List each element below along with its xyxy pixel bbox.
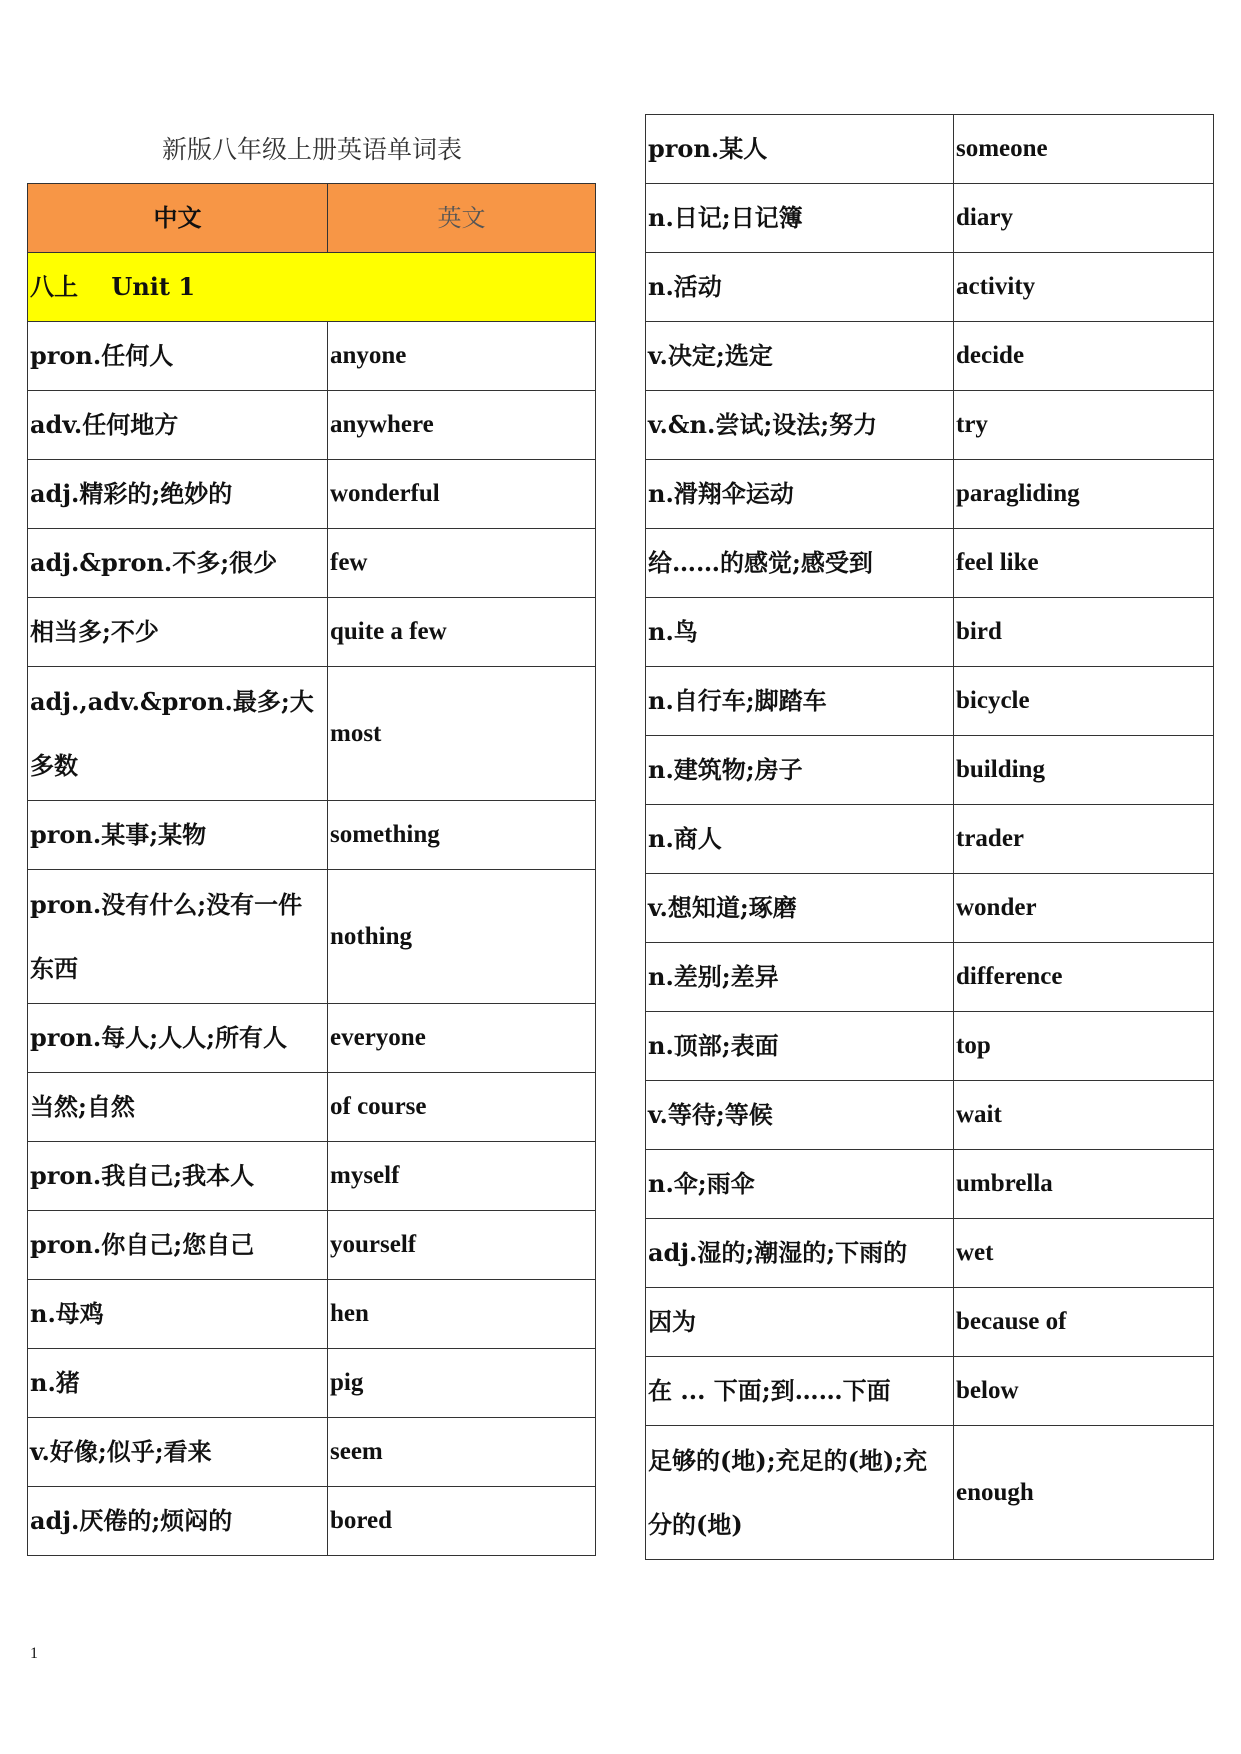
chinese-meaning: pron.任何人 — [28, 322, 328, 391]
chinese-meaning: n.日记;日记簿 — [646, 184, 954, 253]
chinese-meaning: pron.某事;某物 — [28, 801, 328, 870]
chinese-meaning: adj.湿的;潮湿的;下雨的 — [646, 1219, 954, 1288]
chinese-meaning: 当然;自然 — [28, 1073, 328, 1142]
chinese-meaning: n.鸟 — [646, 598, 954, 667]
document-title: 新版八年级上册英语单词表 — [161, 135, 462, 164]
chinese-meaning: v.想知道;琢磨 — [646, 874, 954, 943]
table-row — [28, 1280, 596, 1349]
english-word: wonderful — [328, 460, 596, 529]
table-row — [646, 736, 1214, 805]
table-row — [646, 943, 1214, 1012]
table-row — [646, 1081, 1214, 1150]
chinese-meaning: 相当多;不少 — [28, 598, 328, 667]
chinese-meaning: adj.&pron.不多;很少 — [28, 529, 328, 598]
table-row — [28, 1487, 596, 1556]
table-row — [28, 529, 596, 598]
english-word: anyone — [328, 322, 596, 391]
english-word: nothing — [328, 870, 596, 1004]
chinese-meaning: pron.没有什么;没有一件东西 — [28, 870, 328, 1004]
table-row — [28, 1004, 596, 1073]
chinese-meaning: v.&n.尝试;设法;努力 — [646, 391, 954, 460]
chinese-meaning: n.滑翔伞运动 — [646, 460, 954, 529]
english-word: myself — [328, 1142, 596, 1211]
table-row — [646, 1150, 1214, 1219]
table-row — [28, 391, 596, 460]
chinese-meaning: 足够的(地);充足的(地);充分的(地) — [646, 1426, 954, 1560]
table-row — [646, 1288, 1214, 1357]
table-row — [28, 1073, 596, 1142]
table-row — [28, 460, 596, 529]
table-row — [28, 1142, 596, 1211]
english-word: activity — [954, 253, 1214, 322]
table-row — [646, 115, 1214, 184]
english-word: difference — [954, 943, 1214, 1012]
english-word: anywhere — [328, 391, 596, 460]
english-word: feel like — [954, 529, 1214, 598]
table-row — [646, 874, 1214, 943]
table-row — [28, 1211, 596, 1280]
chinese-meaning: pron.你自己;您自己 — [28, 1211, 328, 1280]
table-row — [646, 1357, 1214, 1426]
english-word: pig — [328, 1349, 596, 1418]
table-row — [646, 322, 1214, 391]
header-english: 英文 — [328, 184, 596, 253]
page-number: 1 — [30, 1645, 38, 1662]
chinese-meaning: pron.每人;人人;所有人 — [28, 1004, 328, 1073]
vocabulary-table-right — [645, 114, 1214, 1560]
english-word: paragliding — [954, 460, 1214, 529]
english-word: below — [954, 1357, 1214, 1426]
vocabulary-table-left — [27, 183, 596, 1556]
chinese-meaning: adj.精彩的;绝妙的 — [28, 460, 328, 529]
unit-label: 八上 Unit 1 — [28, 253, 596, 322]
english-word: seem — [328, 1418, 596, 1487]
table-row — [28, 1418, 596, 1487]
table-row — [646, 1012, 1214, 1081]
english-word: wet — [954, 1219, 1214, 1288]
english-word: building — [954, 736, 1214, 805]
english-word: wonder — [954, 874, 1214, 943]
table-row — [646, 529, 1214, 598]
unit-row — [28, 253, 596, 322]
table-row — [646, 1426, 1214, 1560]
chinese-meaning: n.差别;差异 — [646, 943, 954, 1012]
table-row — [646, 391, 1214, 460]
table-row — [646, 460, 1214, 529]
english-word: decide — [954, 322, 1214, 391]
english-word: bored — [328, 1487, 596, 1556]
english-word: everyone — [328, 1004, 596, 1073]
chinese-meaning: 因为 — [646, 1288, 954, 1357]
english-word: top — [954, 1012, 1214, 1081]
chinese-meaning: adj.,adv.&pron.最多;大多数 — [28, 667, 328, 801]
table-row — [646, 184, 1214, 253]
chinese-meaning: pron.某人 — [646, 115, 954, 184]
chinese-meaning: v.好像;似乎;看来 — [28, 1418, 328, 1487]
english-word: umbrella — [954, 1150, 1214, 1219]
english-word: yourself — [328, 1211, 596, 1280]
table-row — [646, 667, 1214, 736]
table-row — [646, 805, 1214, 874]
chinese-meaning: n.建筑物;房子 — [646, 736, 954, 805]
english-word: most — [328, 667, 596, 801]
chinese-meaning: n.母鸡 — [28, 1280, 328, 1349]
table-row — [28, 870, 596, 1004]
table-row — [646, 598, 1214, 667]
table-row — [28, 801, 596, 870]
chinese-meaning: n.自行车;脚踏车 — [646, 667, 954, 736]
english-word: wait — [954, 1081, 1214, 1150]
table-row — [28, 322, 596, 391]
chinese-meaning: n.顶部;表面 — [646, 1012, 954, 1081]
chinese-meaning: 在 ... 下面;到……下面 — [646, 1357, 954, 1426]
english-word: bicycle — [954, 667, 1214, 736]
english-word: try — [954, 391, 1214, 460]
english-word: diary — [954, 184, 1214, 253]
english-word: few — [328, 529, 596, 598]
chinese-meaning: adj.厌倦的;烦闷的 — [28, 1487, 328, 1556]
english-word: hen — [328, 1280, 596, 1349]
english-word: bird — [954, 598, 1214, 667]
english-word: because of — [954, 1288, 1214, 1357]
chinese-meaning: pron.我自己;我本人 — [28, 1142, 328, 1211]
table-row — [28, 1349, 596, 1418]
table-row — [646, 1219, 1214, 1288]
table-row — [28, 598, 596, 667]
header-chinese: 中文 — [28, 184, 328, 253]
chinese-meaning: v.决定;选定 — [646, 322, 954, 391]
chinese-meaning: 给……的感觉;感受到 — [646, 529, 954, 598]
english-word: trader — [954, 805, 1214, 874]
chinese-meaning: v.等待;等候 — [646, 1081, 954, 1150]
chinese-meaning: n.猪 — [28, 1349, 328, 1418]
chinese-meaning: n.商人 — [646, 805, 954, 874]
chinese-meaning: adv.任何地方 — [28, 391, 328, 460]
chinese-meaning: n.伞;雨伞 — [646, 1150, 954, 1219]
english-word: quite a few — [328, 598, 596, 667]
english-word: something — [328, 801, 596, 870]
table-header-row — [28, 184, 596, 253]
english-word: enough — [954, 1426, 1214, 1560]
english-word: someone — [954, 115, 1214, 184]
chinese-meaning: n.活动 — [646, 253, 954, 322]
table-row — [646, 253, 1214, 322]
english-word: of course — [328, 1073, 596, 1142]
table-row — [28, 667, 596, 801]
